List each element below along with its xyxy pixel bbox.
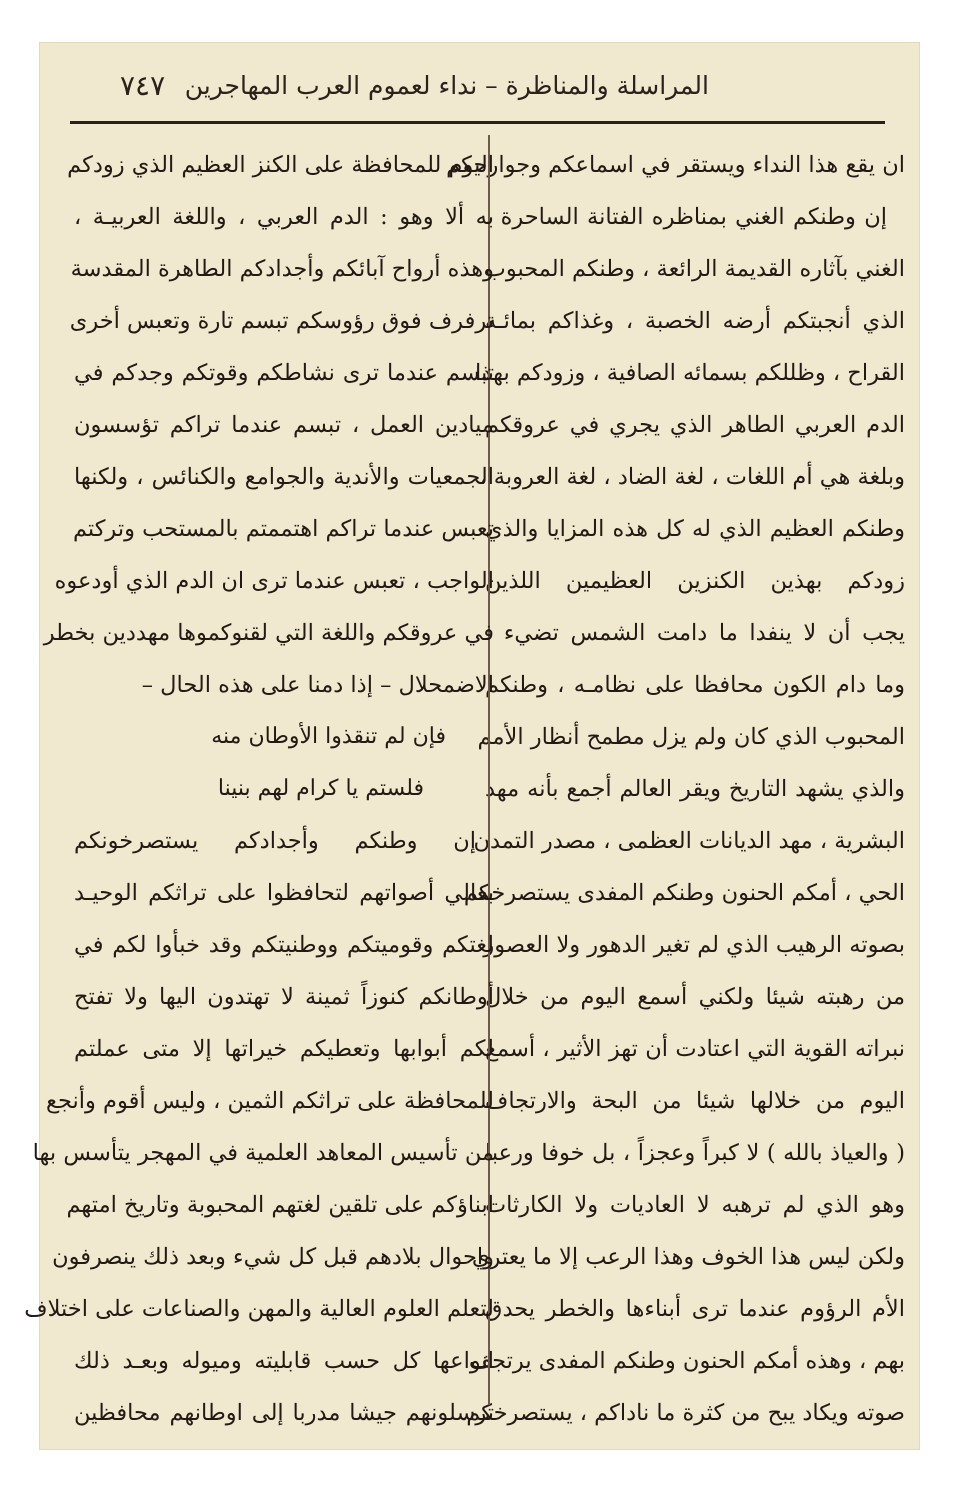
book-page [24, 42, 920, 1450]
text-line: واحوال بلادهم قبل كل شيء وبعد ذلك ينصرفون [52, 1244, 494, 1270]
text-line: الجمعيات والأندية والجوامع والكنائس ، ولكنها [74, 464, 494, 490]
text-line: وهذه أرواح آبائكم وأجدادكم الطاهرة المقدسة [70, 256, 494, 282]
text-line: الأم الرؤوم عندما ترى أبناءها والخطر يحدق [485, 1296, 905, 1322]
text-line: تبسم عندما ترى نشاطكم وقوتكم وجدكم في [74, 360, 494, 386]
text-line: إن وطنكم وأجدادكم يستصرخونكم [74, 828, 476, 854]
text-line: من تأسيس المعاهد العلمية في المهجر يتأسس بها [32, 1140, 494, 1166]
text-line: القراح ، وظللكم بسمائه الصافية ، وزودكم بهذا [475, 360, 905, 386]
text-line: ترفرف فوق رؤوسكم تبسم تارة وتعبس أخرى [69, 308, 494, 334]
text-line: نبراته القوية التي اعتادت أن تهز الأثير ، أسمع [485, 1036, 905, 1062]
text-line: ابناؤكم على تلقين لغتهم المحبوبة وتاريخ امتهم [66, 1192, 494, 1218]
text-line: يجب أن لا ينفدا ما دامت الشمس تضيء ، [485, 620, 905, 646]
text-line: بعالي أصواتهم لتحافظوا على تراثكم الوحيـد [74, 880, 494, 906]
text-line: المحبوب الذي كان ولم يزل مطمح أنظار الأمم [477, 724, 905, 750]
text-line: الاضمحلال – إذا دمنا على هذه الحال – [141, 672, 494, 698]
text-line: اليوم للمحافظة على الكنز العظيم الذي زودكم [67, 152, 494, 178]
text-line: لتعلم العلوم العالية والمهن والصناعات على اختلاف [24, 1296, 494, 1322]
page-number: ٧٤٧ [120, 69, 166, 102]
text-line: الواجب ، تعبس عندما ترى ان الدم الذي أودعوه [54, 568, 494, 594]
text-line: من رهبته شيئا ولكني أسمع اليوم من خلال [485, 984, 905, 1010]
text-line: الغني بآثاره القديمة الرائعة ، وطنكم المحبوب [484, 256, 905, 282]
text-line: بصوته الرهيب الذي لم تغير الدهور ولا العصور [483, 932, 905, 958]
text-line: انواعها كل حسب قابليته وميوله وبعـد ذلك [74, 1348, 494, 1374]
text-line: ميادين العمل ، تبسم عندما تراكم تؤسسون [74, 412, 494, 438]
text-line: وطنكم العظيم الذي له كل هذه المزايا والذي [485, 516, 905, 542]
text-line: البشرية ، مهد الديانات العظمى ، مصدر التمدن [473, 828, 905, 854]
text-line: أوطانكم كنوزاً ثمينة لا تهتدون اليها ولا تفتح [74, 984, 494, 1010]
text-line: بهم ، وهذه أمكم الحنون وطنكم المفدى يرتجف [468, 1348, 905, 1374]
text-line: ولكن ليس هذا الخوف وهذا الرعب إلا ما يعتري [471, 1244, 905, 1270]
page-header [70, 63, 889, 111]
text-line: ترسلونهم جيشا مدربا إلى اوطانهم محافظين [74, 1400, 494, 1426]
text-line: للمحافظة على تراثكم الثمين ، وليس أقوم وأنجع [46, 1088, 494, 1114]
text-line: صوته ويكاد يبح من كثرة ما ناداكم ، يستصرخكم [466, 1400, 905, 1426]
text-line: إن وطنكم الغني بمناظره الفتانة الساحرة ، [485, 204, 887, 230]
verse-line: فلستم يا كرام لهم بنينا [217, 776, 424, 801]
text-line: الحي ، أمكم الحنون وطنكم المفدى يستصرخكم [463, 880, 905, 906]
text-line: اليوم من خلالها شيئا من البحة والارتجاف [485, 1088, 905, 1114]
left-column [24, 139, 494, 1439]
running-title: المراسلة والمناظرة – نداء لعموم العرب المهاجرين [184, 71, 709, 100]
text-line: ( والعياذ بالله ) لا كبراً وعجزاً ، بل خوفا ورعبا [485, 1140, 905, 1166]
text-line: لغتكم وقوميتكم ووطنيتكم وقد خبأوا لكم في [74, 932, 494, 958]
text-line: زودكم بهذين الكنزين العظيمين اللذين [485, 568, 905, 594]
verse-line: فإن لم تنقذوا الأوطان منه [211, 724, 446, 749]
text-line: الدم العربي الطاهر الذي يجري في عروقكم [485, 412, 905, 438]
text-line: والذي يشهد التاريخ ويقر العالم أجمع بأنه مهد [485, 776, 905, 802]
right-column [446, 139, 905, 1439]
text-line: تعبس عندما تراكم اهتممتم بالمستحب وتركتم [72, 516, 494, 542]
text-line: الذي أنجبتكم أرضه الخصبة ، وغذاكم بمائـه [485, 308, 905, 334]
text-line: وهو الذي لم ترهبه لا العاديات ولا الكارثات [485, 1192, 905, 1218]
text-line: به ألا وهو : الدم العربي ، واللغة العربيـة ، [74, 204, 494, 230]
text-line: لكم أبوابها وتعطيكم خيراتها إلا متى عملتم [74, 1036, 494, 1062]
header-rule [70, 121, 885, 124]
text-line: في عروقكم واللغة التي لقنوكموها مهددين بخطر [43, 620, 494, 646]
text-line: وما دام الكون محافظا على نظامـه ، وطنكم [485, 672, 905, 698]
text-line: ان يقع هذا النداء ويستقر في اسماعكم وجوارحكم [446, 152, 905, 178]
text-line: وبلغة هي أم اللغات ، لغة الضاد ، لغة العروبة ، [479, 464, 905, 490]
